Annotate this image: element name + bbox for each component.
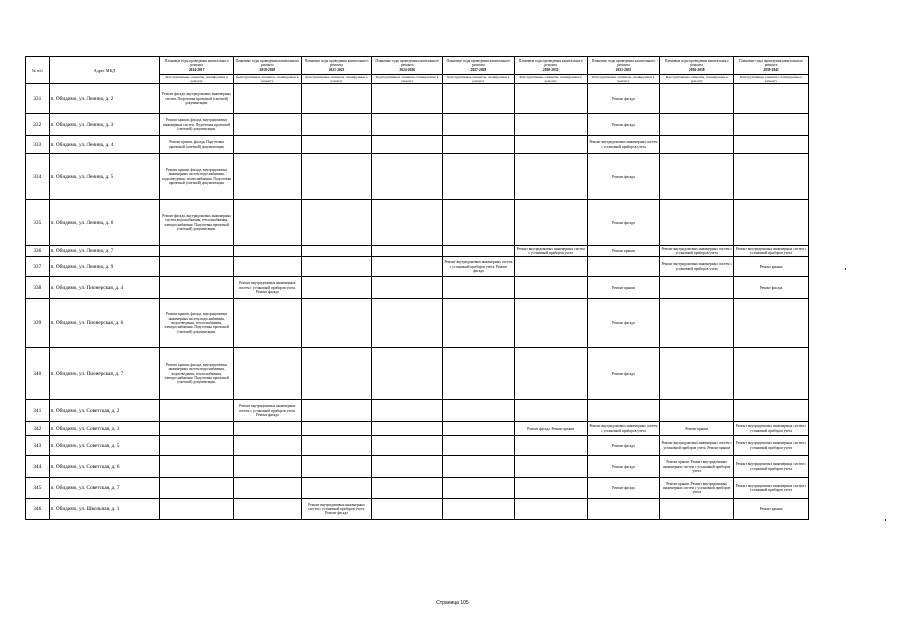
planned-works-cell: Ремонт внутридомовых инженерных систем с установкой приборов учета. Ремонт фасада: [301, 499, 372, 520]
planned-works-cell: [301, 200, 372, 246]
planned-works-cell: Ремонт фасада, внутридомовых инженерных систем водоснабжения, теплоснабжения, электроснабжения. Подготовка проектной (сметной) документации.: [160, 200, 234, 246]
planned-works-cell: Ремонт внутридомовых инженерных систем с установкой приборов учета: [734, 436, 809, 456]
planned-works-cell: [234, 257, 302, 277]
period-header-label: Плановые годы проведения капитального ремонта: [304, 59, 369, 68]
planned-works-cell: [234, 499, 302, 520]
planned-works-cell: Ремонт фасада: [587, 478, 660, 499]
planned-works-cell: [234, 114, 302, 136]
planned-works-cell: Ремонт фасада: [587, 200, 660, 246]
planned-works-cell: Ремонт крыши: [587, 277, 660, 299]
planned-works-cell: [372, 84, 443, 114]
planned-works-cell: [443, 499, 515, 520]
period-header-years: 2014-2017: [188, 67, 205, 72]
planned-works-cell: [660, 114, 734, 136]
planned-works-cell: [514, 277, 587, 299]
column-header-number: № п/п: [26, 57, 50, 84]
planned-works-cell: [443, 400, 515, 422]
row-number: 346: [26, 499, 50, 520]
building-address: п. Обидимо, ул. Ленина, д. 7: [49, 246, 160, 257]
period-header-label: Плановые годы проведения капитального ремонта: [446, 59, 511, 68]
table-row: [26, 136, 809, 154]
period-subheader: Конструктивные элементы, планируемые к ремонту: [734, 75, 809, 84]
planned-works-cell: [301, 114, 372, 136]
planned-works-cell: [443, 200, 515, 246]
planned-works-cell: [234, 422, 302, 436]
planned-works-cell: [160, 257, 234, 277]
planned-works-cell: [372, 499, 443, 520]
planned-works-cell: Ремонт фасада: [587, 456, 660, 478]
planned-works-cell: [301, 84, 372, 114]
page-number: Страница 105: [436, 600, 469, 606]
planned-works-cell: [514, 257, 587, 277]
planned-works-cell: [660, 84, 734, 114]
planned-works-cell: Ремонт фасада: [587, 299, 660, 348]
table-row: [26, 456, 809, 478]
planned-works-cell: [160, 478, 234, 499]
planned-works-cell: [443, 299, 515, 348]
period-subheader: Конструктивные элементы, планируемые к ремонту: [660, 75, 734, 84]
repair-schedule-table: [25, 56, 809, 520]
planned-works-cell: [301, 154, 372, 200]
planned-works-cell: [234, 246, 302, 257]
period-header-years: 2021-2023: [328, 67, 345, 72]
planned-works-cell: [160, 436, 234, 456]
planned-works-cell: [301, 422, 372, 436]
row-number: 341: [26, 400, 50, 422]
planned-works-cell: [234, 200, 302, 246]
row-number: 342: [26, 422, 50, 436]
planned-works-cell: [301, 257, 372, 277]
planned-works-cell: [660, 348, 734, 400]
period-subheader: Конструктивные элементы, планируемые к ремонту: [372, 75, 443, 84]
table-row: [26, 200, 809, 246]
planned-works-cell: [234, 348, 302, 400]
period-header-years: 2024-2026: [399, 67, 415, 72]
period-header-label: Плановые годы проведения капитального ремонта: [235, 59, 300, 68]
period-header: [301, 57, 372, 75]
planned-works-cell: Ремонт фасада: [587, 114, 660, 136]
period-header-years: 2039-2041: [763, 67, 779, 72]
planned-works-cell: [660, 200, 734, 246]
row-number: 331: [26, 84, 50, 114]
planned-works-cell: [443, 348, 515, 400]
planned-works-cell: [301, 478, 372, 499]
planned-works-cell: Ремонт фасада: [587, 84, 660, 114]
planned-works-cell: [301, 277, 372, 299]
planned-works-cell: Ремонт крыши, фасада, внутридомовых инженерных систем водоснабжения, водоотведения, теплоснабжения. Подготовка проектной (сметной) документации.: [160, 154, 234, 200]
planned-works-cell: [443, 436, 515, 456]
planned-works-cell: [514, 478, 587, 499]
period-header-years: 2036-2038: [688, 67, 705, 72]
period-header-label: Плановые годы проведения капитального ремонта: [518, 59, 583, 68]
building-address: п. Обидимо, ул. Ленина, д. 4: [49, 136, 160, 154]
building-address: п. Обидимо, ул. Пионерская, д. 4: [49, 277, 160, 299]
planned-works-cell: [234, 456, 302, 478]
period-header: [160, 57, 234, 75]
planned-works-cell: [443, 478, 515, 499]
row-number: 336: [26, 246, 50, 257]
planned-works-cell: [301, 136, 372, 154]
planned-works-cell: [734, 348, 809, 400]
period-subheader: Конструктивные элементы, планируемые к ремонту: [514, 75, 587, 84]
planned-works-cell: [443, 136, 515, 154]
planned-works-cell: [234, 154, 302, 200]
planned-works-cell: [660, 499, 734, 520]
planned-works-cell: Ремонт крыши: [660, 422, 734, 436]
planned-works-cell: Ремонт крыши: [587, 246, 660, 257]
row-number: 335: [26, 200, 50, 246]
table-row: [26, 499, 809, 520]
planned-works-cell: [587, 257, 660, 277]
scan-mark: [845, 268, 846, 270]
planned-works-cell: [734, 200, 809, 246]
building-address: п. Обидимо, ул. Советская, д. 2: [49, 400, 160, 422]
planned-works-cell: Ремонт фасада: [587, 436, 660, 456]
table-row: [26, 257, 809, 277]
planned-works-cell: Ремонт внутридомовых инженерных систем с установкой приборов учета: [734, 246, 809, 257]
planned-works-cell: Ремонт внутридомовых инженерных систем с установкой приборов учета: [734, 456, 809, 478]
planned-works-cell: [443, 422, 515, 436]
planned-works-cell: [514, 348, 587, 400]
planned-works-cell: Ремонт внутридомовых инженерных систем с установкой приборов учета: [734, 422, 809, 436]
period-header-label: Плановые годы проведения капитального ремонта: [591, 59, 656, 68]
planned-works-cell: [443, 114, 515, 136]
planned-works-cell: [234, 436, 302, 456]
period-subheader: Конструктивные элементы, планируемые к ремонту: [160, 75, 234, 84]
planned-works-cell: Ремонт фасада: [587, 348, 660, 400]
planned-works-cell: [301, 299, 372, 348]
period-header: [587, 57, 660, 75]
building-address: п. Обидимо, ул. Пионерская, д. 7: [49, 348, 160, 400]
planned-works-cell: [372, 246, 443, 257]
planned-works-cell: Ремонт фасада. Ремонт крыши: [514, 422, 587, 436]
planned-works-cell: [443, 154, 515, 200]
period-subheader: Конструктивные элементы, планируемые к ремонту: [301, 75, 372, 84]
table-row: [26, 114, 809, 136]
building-address: п. Обидимо, ул. Советская, д. 3: [49, 422, 160, 436]
planned-works-cell: [734, 84, 809, 114]
planned-works-cell: [734, 114, 809, 136]
column-header-address: Адрес МКД: [49, 57, 160, 84]
planned-works-cell: [301, 246, 372, 257]
planned-works-cell: [734, 299, 809, 348]
row-number: 345: [26, 478, 50, 499]
planned-works-cell: [372, 400, 443, 422]
period-header-years: 2027-2029: [470, 67, 487, 72]
planned-works-cell: [160, 422, 234, 436]
table-row: [26, 154, 809, 200]
planned-works-cell: [514, 299, 587, 348]
table-row: [26, 348, 809, 400]
period-header-label: Плановые годы проведения капитального ремонта: [664, 59, 729, 68]
row-number: 332: [26, 114, 50, 136]
planned-works-cell: [514, 499, 587, 520]
planned-works-cell: Ремонт крыши, фасада. Подготовка проектной (сметной) документации.: [160, 136, 234, 154]
planned-works-cell: [514, 154, 587, 200]
planned-works-cell: [372, 136, 443, 154]
row-number: 338: [26, 277, 50, 299]
planned-works-cell: [443, 246, 515, 257]
planned-works-cell: [514, 200, 587, 246]
period-header: [514, 57, 587, 75]
row-number: 340: [26, 348, 50, 400]
planned-works-cell: [660, 277, 734, 299]
planned-works-cell: [301, 436, 372, 456]
row-number: 344: [26, 456, 50, 478]
planned-works-cell: [160, 400, 234, 422]
planned-works-cell: Ремонт фасада, внутридомовых инженерных систем. Подготовка проектной (сметной) документации.: [160, 84, 234, 114]
planned-works-cell: [587, 400, 660, 422]
building-address: п. Обидимо, ул. Ленина, д. 5: [49, 154, 160, 200]
planned-works-cell: [301, 348, 372, 400]
planned-works-cell: Ремонт внутридомовых инженерных систем с установкой приборов учета: [660, 257, 734, 277]
building-address: п. Обидимо, ул. Советская, д. 5: [49, 436, 160, 456]
planned-works-cell: Ремонт крыши, фасада, внутридомовых инженерных систем водоснабжения, водоотведения, теплоснабжения, электроснабжения. Подготовка проектной (сметной) документации.: [160, 299, 234, 348]
capital-repair-schedule-sheet: [25, 56, 809, 520]
planned-works-cell: Ремонт крыши, фасада, внутридомовых инженерных систем водоснабжения, водоотведения, теплоснабжения, электроснабжения. Подготовка проектной (сметной) документации.: [160, 348, 234, 400]
period-header: [234, 57, 302, 75]
period-header: [734, 57, 809, 75]
row-number: 343: [26, 436, 50, 456]
planned-works-cell: [443, 84, 515, 114]
planned-works-cell: [660, 154, 734, 200]
period-header: [372, 57, 443, 75]
table-row: [26, 400, 809, 422]
planned-works-cell: [160, 499, 234, 520]
planned-works-cell: [372, 348, 443, 400]
planned-works-cell: [734, 154, 809, 200]
building-address: п. Обидимо, ул. Ленина, д. 2: [49, 84, 160, 114]
planned-works-cell: Ремонт внутридомовых инженерных систем с установкой приборов учета: [587, 136, 660, 154]
planned-works-cell: [587, 499, 660, 520]
planned-works-cell: [301, 400, 372, 422]
planned-works-cell: [734, 136, 809, 154]
row-number: 339: [26, 299, 50, 348]
planned-works-cell: [372, 422, 443, 436]
planned-works-cell: [234, 136, 302, 154]
planned-works-cell: [160, 456, 234, 478]
planned-works-cell: [160, 277, 234, 299]
planned-works-cell: Ремонт внутридомовых инженерных систем с установкой приборов учета. Ремонт фасада: [234, 277, 302, 299]
planned-works-cell: Ремонт крыши. Ремонт внутридомовых инженерных систем с установкой приборов учета: [660, 478, 734, 499]
building-address: п. Обидимо, ул. Пионерская, д. 6: [49, 299, 160, 348]
planned-works-cell: Ремонт крыши: [734, 257, 809, 277]
planned-works-cell: [372, 200, 443, 246]
planned-works-cell: [234, 478, 302, 499]
building-address: п. Обидимо, ул. Ленина, д. 6: [49, 200, 160, 246]
period-header-years: 2030-2032: [542, 67, 559, 72]
planned-works-cell: [372, 114, 443, 136]
planned-works-cell: [514, 136, 587, 154]
table-row: [26, 277, 809, 299]
planned-works-cell: Ремонт крыши: [734, 499, 809, 520]
period-subheader: Конструктивные элементы, планируемые к ремонту: [587, 75, 660, 84]
table-row: [26, 422, 809, 436]
planned-works-cell: [372, 277, 443, 299]
planned-works-cell: [734, 400, 809, 422]
planned-works-cell: [514, 400, 587, 422]
planned-works-cell: [160, 246, 234, 257]
planned-works-cell: Ремонт фасада: [734, 277, 809, 299]
row-number: 334: [26, 154, 50, 200]
building-address: п. Обидимо, ул. Ленина, д. 3: [49, 114, 160, 136]
planned-works-cell: [514, 114, 587, 136]
planned-works-cell: [372, 436, 443, 456]
period-header-years: 2033-2035: [615, 67, 632, 72]
planned-works-cell: [301, 456, 372, 478]
planned-works-cell: Ремонт внутридомовых инженерных систем с установкой приборов учета. Ремонт фасада: [234, 400, 302, 422]
planned-works-cell: Ремонт внутридомовых инженерных систем с установкой приборов учета: [514, 246, 587, 257]
table-row: [26, 436, 809, 456]
planned-works-cell: [372, 299, 443, 348]
planned-works-cell: Ремонт внутридомовых инженерных систем с установкой приборов учета: [587, 422, 660, 436]
building-address: п. Обидимо, ул. Школьная, д. 1: [49, 499, 160, 520]
building-address: п. Обидимо, ул. Ленина, д. 9: [49, 257, 160, 277]
planned-works-cell: [443, 277, 515, 299]
building-address: п. Обидимо, ул. Советская, д. 6: [49, 456, 160, 478]
period-header: [660, 57, 734, 75]
period-header-label: Плановые годы проведения капитального ремонта: [375, 59, 440, 68]
row-number: 333: [26, 136, 50, 154]
planned-works-cell: [443, 456, 515, 478]
table-row: [26, 478, 809, 499]
table-row: [26, 299, 809, 348]
planned-works-cell: [514, 84, 587, 114]
planned-works-cell: [660, 400, 734, 422]
planned-works-cell: Ремонт внутридомовых инженерных систем с установкой приборов учета: [734, 478, 809, 499]
planned-works-cell: [372, 478, 443, 499]
planned-works-cell: [234, 299, 302, 348]
planned-works-cell: [514, 456, 587, 478]
planned-works-cell: Ремонт внутридомовых инженерных систем с установкой приборов учета. Ремонт фасада: [443, 257, 515, 277]
planned-works-cell: Ремонт фасада: [587, 154, 660, 200]
period-subheader: Конструктивные элементы, планируемые к ремонту: [234, 75, 302, 84]
period-subheader: Конструктивные элементы, планируемые к ремонту: [443, 75, 515, 84]
table-body: [26, 84, 809, 520]
period-header: [443, 57, 515, 75]
period-header-years: 2018-2020: [259, 67, 276, 72]
planned-works-cell: [660, 136, 734, 154]
planned-works-cell: Ремонт крыши, фасада, внутридомовых инженерных систем. Подготовка проектной (сметной) документации.: [160, 114, 234, 136]
building-address: п. Обидимо, ул. Советская, д. 7: [49, 478, 160, 499]
table-row: [26, 84, 809, 114]
table-row: [26, 246, 809, 257]
planned-works-cell: Ремонт внутридомовых инженерных систем с установкой приборов учета: [661, 246, 732, 256]
row-number: 337: [26, 257, 50, 277]
planned-works-cell: [372, 257, 443, 277]
scan-mark: [885, 519, 886, 521]
planned-works-cell: [660, 299, 734, 348]
planned-works-cell: [372, 456, 443, 478]
planned-works-cell: Ремонт крыши. Ремонт внутридомовых инженерных систем с установкой приборов учета: [660, 456, 734, 478]
period-header-label: Плановые годы проведения капитального ремонта: [739, 59, 803, 68]
planned-works-cell: [372, 154, 443, 200]
planned-works-cell: [514, 436, 587, 456]
table-header: [26, 57, 809, 84]
planned-works-cell: Ремонт внутридомовых инженерных систем с установкой приборов учета. Ремонт крыши: [660, 436, 734, 456]
planned-works-cell: [234, 84, 302, 114]
period-header-label: Плановые годы проведения капитального ремонта: [164, 59, 229, 68]
